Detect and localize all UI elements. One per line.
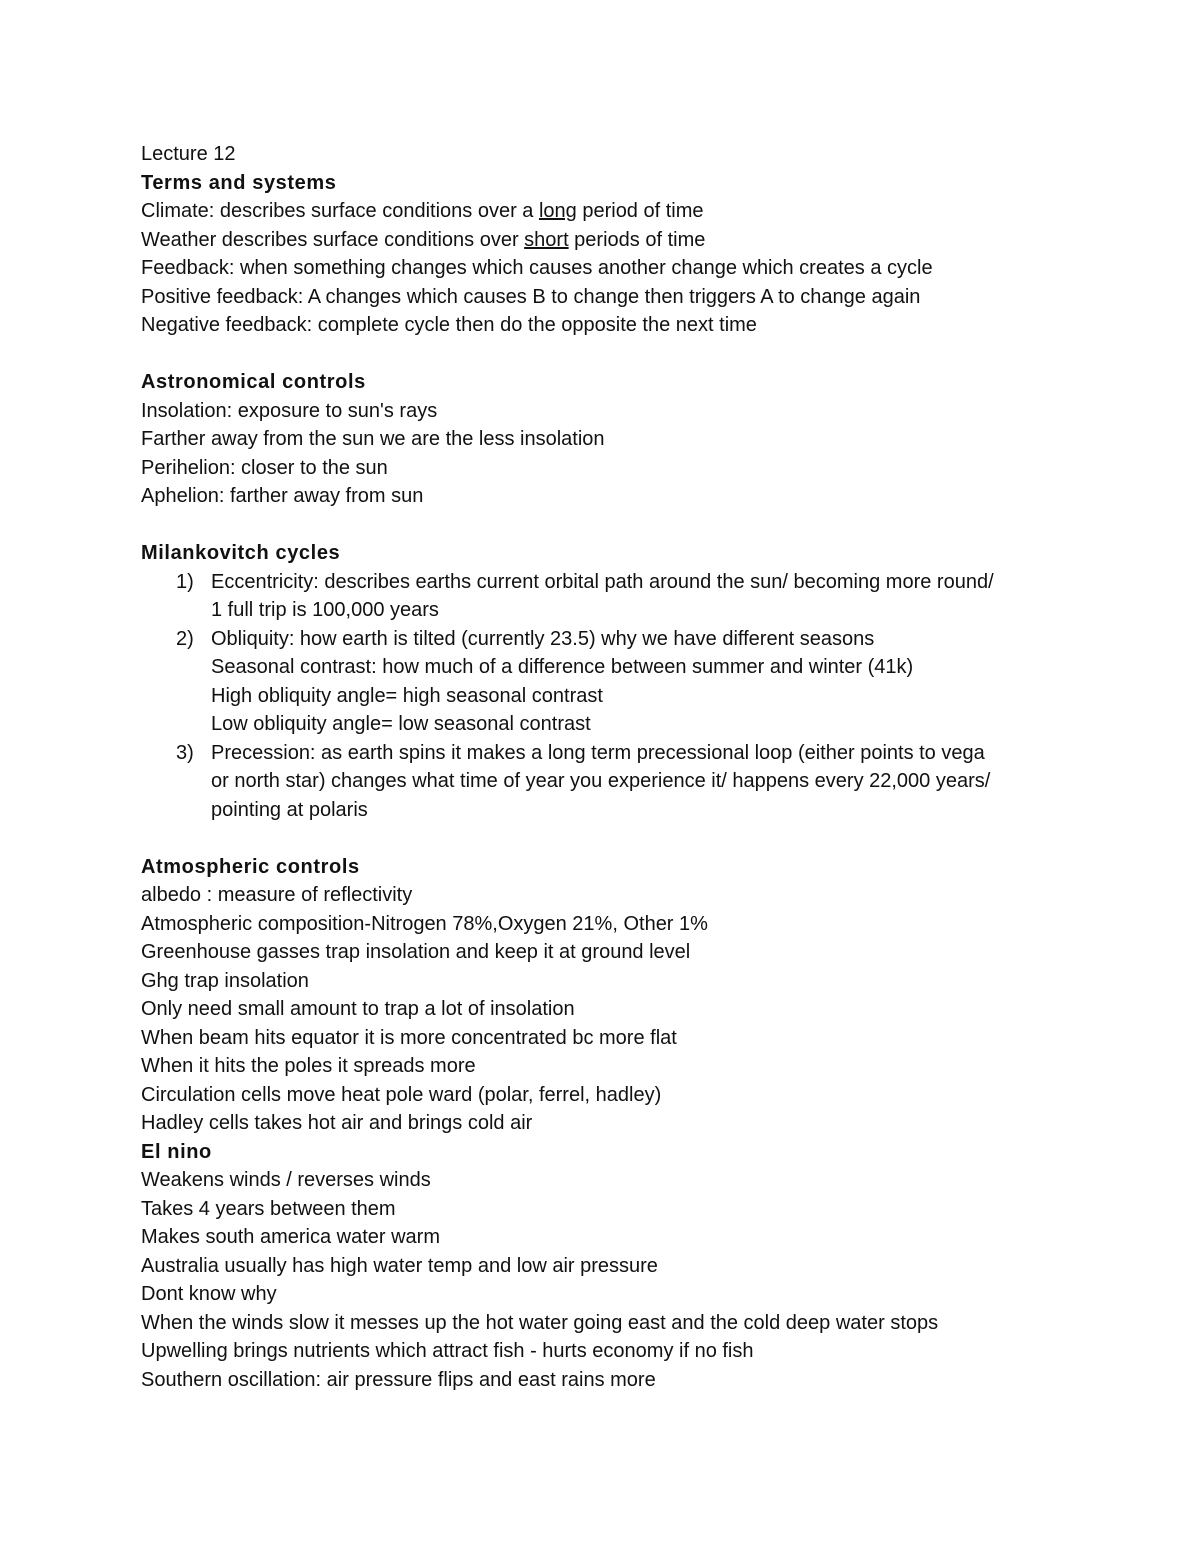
list-item-continuation: or north star) changes what time of year you experience it/ happens every 22,000 years/ [211,770,991,792]
list-number: 2) [176,627,194,650]
text-line: Only need small amount to trap a lot of insolation [141,998,575,1020]
text-line: Greenhouse gasses trap insolation and keep it at ground level [141,941,691,963]
heading-el-nino: El nino [141,1140,212,1163]
document-body [141,140,1101,1394]
text-line: albedo : measure of reflectivity [141,884,413,906]
heading-milankovitch-cycles: Milankovitch cycles [141,542,341,564]
weather-definition [141,226,1101,255]
text-line: Weakens winds / reverses winds [141,1169,431,1191]
list-number: 1) [176,570,194,593]
feedback-definition: Feedback: when something changes which causes another change which creates a cycle [141,257,933,279]
weather-text-end: periods of time [568,228,706,251]
text-line: Ghg trap insolation [141,969,309,992]
list-item-continuation: Low obliquity angle= low seasonal contrast [211,713,591,735]
text-line: Hadley cells takes hot air and brings cold air [141,1112,533,1134]
climate-text-start: Climate: describes surface conditions over a [141,200,539,222]
text-line: Australia usually has high water temp and low air pressure [141,1254,658,1277]
list-item-text: Precession: as earth spins it makes a long term precessional loop (either points to vega [211,741,985,764]
list-item-text: Eccentricity: describes earths current orbital path around the sun/ becoming more round/ [211,570,994,593]
list-item-continuation: 1 full trip is 100,000 years [211,599,439,621]
text-line: Circulation cells move heat pole ward (polar, ferrel, hadley) [141,1083,662,1106]
list-item-continuation: Seasonal contrast: how much of a difference between summer and winter (41k) [211,656,914,678]
text-line: Makes south america water warm [141,1226,440,1248]
heading-astronomical-controls: Astronomical controls [141,371,366,393]
weather-underlined-word: short [524,228,569,251]
blank-line [141,824,1101,853]
numbered-list-item [141,625,1101,654]
climate-definition [141,197,1101,226]
text-line: Insolation: exposure to sun's rays [141,399,438,422]
list-item-continuation: High obliquity angle= high seasonal contrast [211,684,603,707]
text-line: Dont know why [141,1283,277,1305]
text-line: Southern oscillation: air pressure flips and east rains more [141,1368,656,1391]
blank-line [141,340,1101,369]
text-line: Upwelling brings nutrients which attract fish - hurts economy if no fish [141,1340,754,1362]
lecture-title: Lecture 12 [141,143,236,165]
climate-text-end: period of time [576,200,704,222]
positive-feedback-definition: Positive feedback: A changes which causes B to change then triggers A to change again [141,285,921,308]
negative-feedback-definition: Negative feedback: complete cycle then do the opposite the next time [141,314,757,336]
heading-terms-and-systems: Terms and systems [141,171,337,194]
list-number: 3) [176,741,194,764]
text-line: When it hits the poles it spreads more [141,1055,476,1077]
list-item-continuation: pointing at polaris [211,798,368,821]
text-line: When the winds slow it messes up the hot water going east and the cold deep water stops [141,1311,939,1334]
climate-underlined-word: long [538,200,577,222]
text-line: Takes 4 years between them [141,1197,396,1220]
numbered-list-item [141,739,1101,768]
text-line: Farther away from the sun we are the less insolation [141,428,605,450]
blank-line [141,511,1101,540]
text-line: Atmospheric composition-Nitrogen 78%,Oxygen 21%, Other 1% [141,912,708,935]
numbered-list-item [141,568,1101,597]
text-line: When beam hits equator it is more concentrated bc more flat [141,1026,677,1049]
text-line: Perihelion: closer to the sun [141,456,388,479]
weather-text-start: Weather describes surface conditions over [141,228,525,251]
list-item-text: Obliquity: how earth is tilted (currently 23.5) why we have different seasons [211,627,875,650]
heading-atmospheric-controls: Atmospheric controls [141,855,360,878]
text-line: Aphelion: farther away from sun [141,485,424,507]
